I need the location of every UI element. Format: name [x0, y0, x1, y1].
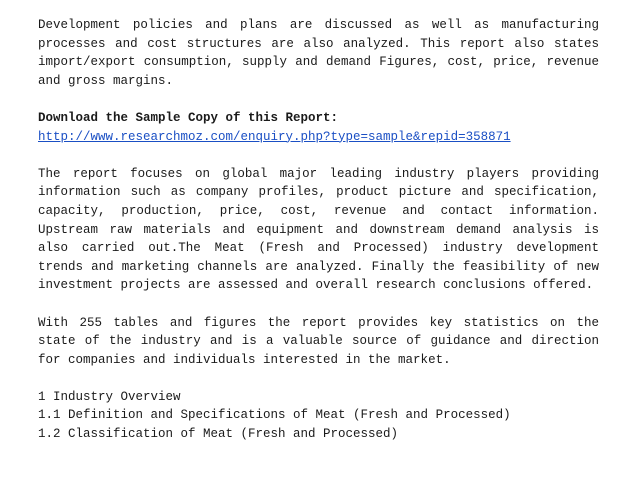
table-of-contents: [38, 388, 599, 444]
report-focus-paragraph: The report focuses on global major leading industry players providing information such as company profiles, product picture and specification, capacity, production, price, cost, revenue and contact information. Upstream raw materials and equipment and downstream demand analysis is also carried out.The Meat (Fresh and Processed) industry development trends and marketing channels are analyzed. Finally the feasibility of new investment projects are assessed and overall research conclusions offered.: [38, 166, 599, 293]
document-page: [38, 16, 599, 444]
intro-paragraph: Development policies and plans are discussed as well as manufacturing processes and cost structures are also analyzed. This report also states import/export consumption, supply and demand Figures, cost, price, revenue and gross margins.: [38, 18, 599, 88]
toc-item: 1.2 Classification of Meat (Fresh and Processed): [38, 427, 399, 442]
toc-item: 1 Industry Overview: [38, 389, 181, 404]
toc-item: 1.1 Definition and Specifications of Meat (Fresh and Processed): [38, 408, 511, 423]
sample-report-link[interactable]: http://www.researchmoz.com/enquiry.php?type=sample&repid=358871: [38, 129, 511, 144]
statistics-paragraph: With 255 tables and figures the report provides key statistics on the state of the industry and is a valuable source of guidance and direction for companies and individuals interested in the market.: [38, 315, 599, 367]
download-heading: Download the Sample Copy of this Report:: [38, 110, 339, 125]
